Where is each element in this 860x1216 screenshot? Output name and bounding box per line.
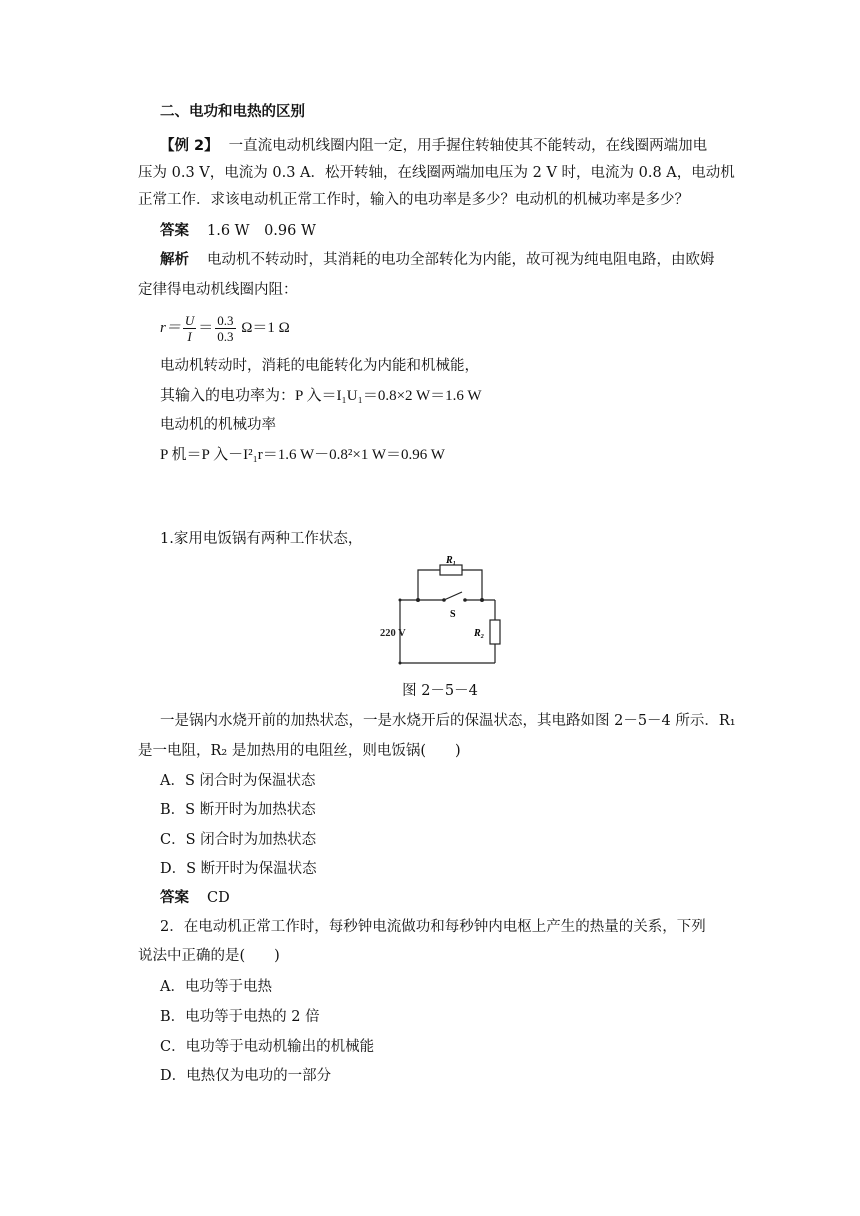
- figure-caption: 图 2－5－4: [402, 683, 478, 699]
- q2-text-line-1: 2．在电动机正常工作时，每秒钟电流做功和每秒钟内电枢上产生的热量的关系，下列: [160, 919, 706, 935]
- r2-resistor: [490, 620, 500, 644]
- voltage-label: 220 V: [380, 628, 406, 639]
- q1-text-line-1: 一是锅内水烧开前的加热状态，一是水烧开后的保温状态，其电路如图 2－5－4 所示．R₁: [160, 713, 736, 729]
- section-title: 二、电功和电热的区别: [160, 104, 305, 120]
- fraction-u-over-i: [183, 313, 196, 344]
- q2-option-c: C．电功等于电动机输出的机械能: [160, 1039, 375, 1055]
- q2-option-d: D．电热仅为电功的一部分: [160, 1068, 332, 1084]
- fraction-den: 0.3: [217, 329, 234, 345]
- q1-option-b: B．S 断开时为加热状态: [160, 802, 316, 818]
- q2-option-a: A．电功等于电热: [160, 979, 272, 995]
- q2-text-line-2: 说法中正确的是( ): [138, 948, 280, 964]
- formula-eq: ＝: [198, 320, 214, 336]
- fraction-values: [215, 313, 235, 344]
- q1-intro: 1.家用电饭锅有两种工作状态，: [160, 531, 363, 547]
- step-line-2: 其输入的电功率为：P 入＝I₁U₁＝0.8×2 W＝1.6 W: [160, 388, 482, 404]
- junction-left: [416, 598, 420, 602]
- q1-answer-label: 答案: [160, 890, 189, 906]
- formula-r-prefix: r＝: [160, 320, 181, 336]
- junction-right: [480, 598, 484, 602]
- r1-branch-right: [462, 570, 482, 600]
- resistance-formula: [160, 310, 760, 346]
- formula-r-suffix: Ω＝1 Ω: [237, 320, 290, 336]
- terminal-top: [399, 599, 402, 602]
- analysis-text-1: 电动机不转动时，其消耗的电功全部转化为内能，故可视为纯电阻电路，由欧姆: [207, 252, 715, 268]
- answer-label: 答案: [160, 223, 189, 239]
- step-line-3: 电动机的机械功率: [160, 417, 276, 433]
- example-text-line-3: 正常工作．求该电动机正常工作时，输入的电功率是多少？电动机的机械功率是多少？: [138, 192, 689, 208]
- r1-label: R₁: [446, 555, 457, 566]
- q1-option-a: A．S 闭合时为保温状态: [160, 773, 316, 789]
- r2-label: R₂: [474, 628, 485, 639]
- q1-text-line-2: 是一电阻，R₂ 是加热用的电阻丝，则电饭锅( ): [138, 743, 461, 759]
- example-tag: 【例 2】: [160, 138, 219, 154]
- switch-blade: [444, 592, 462, 600]
- switch-contact: [463, 598, 467, 602]
- example-answer: [160, 220, 760, 242]
- circuit-diagram: [370, 553, 510, 671]
- switch-label: S: [450, 609, 456, 620]
- q1-answer: [160, 887, 760, 909]
- analysis-line-2: 定律得电动机线圈内阻：: [138, 282, 298, 298]
- step-line-4: P 机＝P 入－I²₁r＝1.6 W－0.8²×1 W＝0.96 W: [160, 447, 445, 463]
- analysis-label: 解析: [160, 252, 189, 268]
- r1-branch-left: [418, 570, 440, 600]
- q2-option-b: B．电功等于电热的 2 倍: [160, 1009, 320, 1025]
- analysis-line-1: [160, 249, 760, 271]
- r1-resistor: [440, 565, 462, 575]
- example-text-1: 一直流电动机线圈内阻一定，用手握住转轴使其不能转动，在线圈两端加电: [228, 138, 708, 154]
- example-text-line-1: [160, 135, 760, 157]
- q1-option-c: C．S 闭合时为加热状态: [160, 832, 317, 848]
- q1-option-d: D．S 断开时为保温状态: [160, 861, 317, 877]
- fraction-i: I: [187, 329, 192, 345]
- q1-answer-value: CD: [207, 890, 230, 906]
- answer-value: 1.6 W 0.96 W: [207, 223, 316, 239]
- terminal-bottom: [399, 662, 402, 665]
- step-line-1: 电动机转动时，消耗的电能转化为内能和机械能，: [160, 358, 479, 374]
- fraction-num: 0.3: [217, 313, 234, 329]
- example-text-line-2: 压为 0.3 V，电流为 0.3 A．松开转轴，在线圈两端加电压为 2 V 时，电流为 0.8 A，电动机: [138, 165, 735, 181]
- switch-pivot: [442, 598, 446, 602]
- fraction-u: U: [184, 313, 195, 329]
